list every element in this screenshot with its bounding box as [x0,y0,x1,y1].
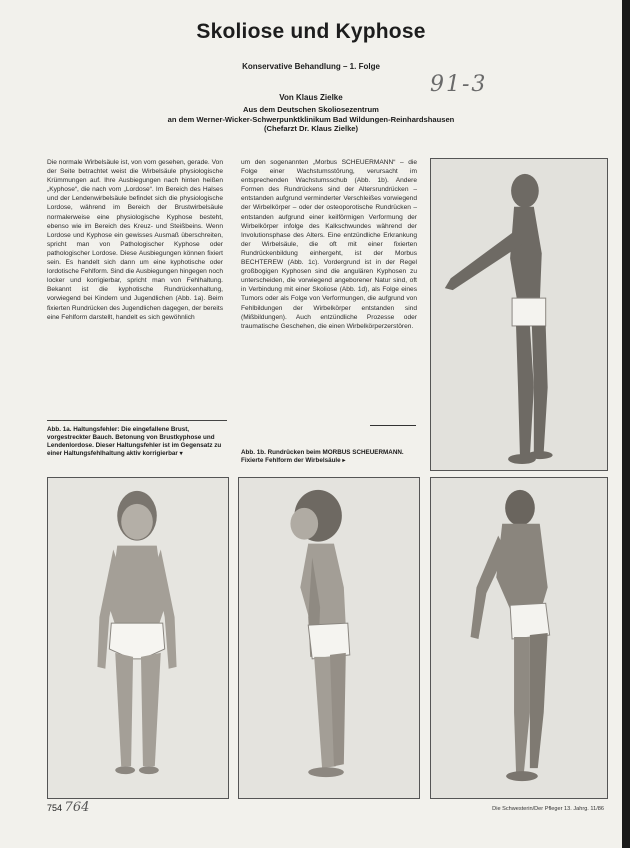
article-subtitle: Konservative Behandlung – 1. Folge [242,62,380,71]
handwritten-note: 91-3 [430,72,488,97]
caption-text: Abb. 1a. Haltungsfehler: Die eingefallene Brust, vorgestreckter Bauch. Betonung von Brustkyphose und Lendenlordose. Dieser Haltungsfehler ist im Gegensatz zu einer Haltungsfehlhaltung aktiv korrigierbar [47,426,222,457]
page-number-handwritten: 764 [64,800,90,815]
page-number [47,800,89,815]
column-end-rule [370,425,416,426]
author-line: Von Klaus Zielke [279,93,343,102]
affiliation-line: an dem Werner-Wicker-Schwerpunktklinikum Bad Wildungen-Reinhardshausen [167,114,455,124]
photo-adult-side-view [430,158,608,471]
arrow-down-icon: ▾ [179,451,183,457]
affiliation-line: Aus dem Deutschen Skoliosezentrum [243,105,379,114]
affiliation-line: (Chefarzt Dr. Klaus Zielke) [263,124,359,134]
figure-caption-1a [47,426,229,458]
text-column-2: um den sogenannten „Morbus SCHEUERMANN“ – die Folge einer Wachstumsstörung, verursacht im entsprechenden Wachstumsschub (Abb. 1b). Andere Formen des Rundrückens sind der Altersrundrücken – entstanden aufgrund verminderter Verschleißes vorwiegend der Wirbelkörper – oder der osteoporotische Rundrücken – entstanden aufgrund einer keilförmigen Verformung der Wirbelkörper infolge des Kalkschwundes während der Involutionsphase des Alters. Eine entzündliche Erkrankung der Wirbelsäule, die oft mit einer fixierten Rundrückenbildung einhergeht, ist der Morbus BECHTEREW (Abb. 1c). Vordergrund ist in der Regel großbogigen Kyphosen sind die angulären Kyphosen zu unterscheiden, die vorwiegend angeborener Natur sind, oft in Verbindung mit einer Skoliose (Abb. 1d), als Folge eines Tumors oder als Folge von Verformungen, die aufgrund von Fehlbildungen der Wirbelkörper entstanden sind (Mißbildungen). Auch entzündliche Prozesse oder traumatische Geschehen, die einen Wirbelkörperzerstören. [241,159,417,330]
text-column-1: Die normale Wirbelsäule ist, von vorn gesehen, gerade. Von der Seite betrachtet weist die Wirbelsäule physiologische Krümmungen auf. Ihre Ausbiegungen nach hinten heißen „Kyphose“, die nach vorn „Lordose“. Im Bereich des Halses und der Lendenwirbelsäule befindet sich die physiologische Lordose, während im Bereich der Brustwirbelsäule normalerweise eine physiologische Kyphose besteht, ebenso wie im Bereich des Kreuz- und Steißbeins. Wenn Lordose und Kyphose ein gewisses Ausmaß überschreiten, spricht man von Pathologischer Kyphose oder pathologischer Lordose. Diese Ausbiegungen können fixiert sein. Es handelt sich dann um eine kyphotische oder lordotische Fehlform. Sind die Ausbiegungen hingegen noch locker und korrigierbar, spricht man von Fehlhaltung. Bekannt ist die kyphotische Rundrückenhaltung, vorwiegend bei Kindern und Jugendlichen (Abb. 1a). Beim fixierten Rundrücken des Jugendlichen dagegen, der bereits eine Fehlform darstellt, handelt es sich gewöhnlich [47,159,223,321]
article-title: Skoliose und Kyphose [196,20,426,43]
photo-adult-back-view [430,477,608,799]
journal-reference: Die Schwesterin/Der Pfleger 13. Jahrg. 11/86 [492,806,604,812]
caption-divider [47,420,227,421]
page-number-printed: 754 [47,803,63,813]
figure-caption-1b [241,449,417,465]
arrow-right-icon: ▸ [342,458,346,464]
photo-child-front-view [47,477,229,799]
photo-child-side-view [238,477,420,799]
caption-text: Abb. 1b. Rundrücken beim MORBUS SCHEUERMANN. Fixierte Fehlform der Wirbelsäule [241,449,404,464]
affiliation [0,105,622,134]
